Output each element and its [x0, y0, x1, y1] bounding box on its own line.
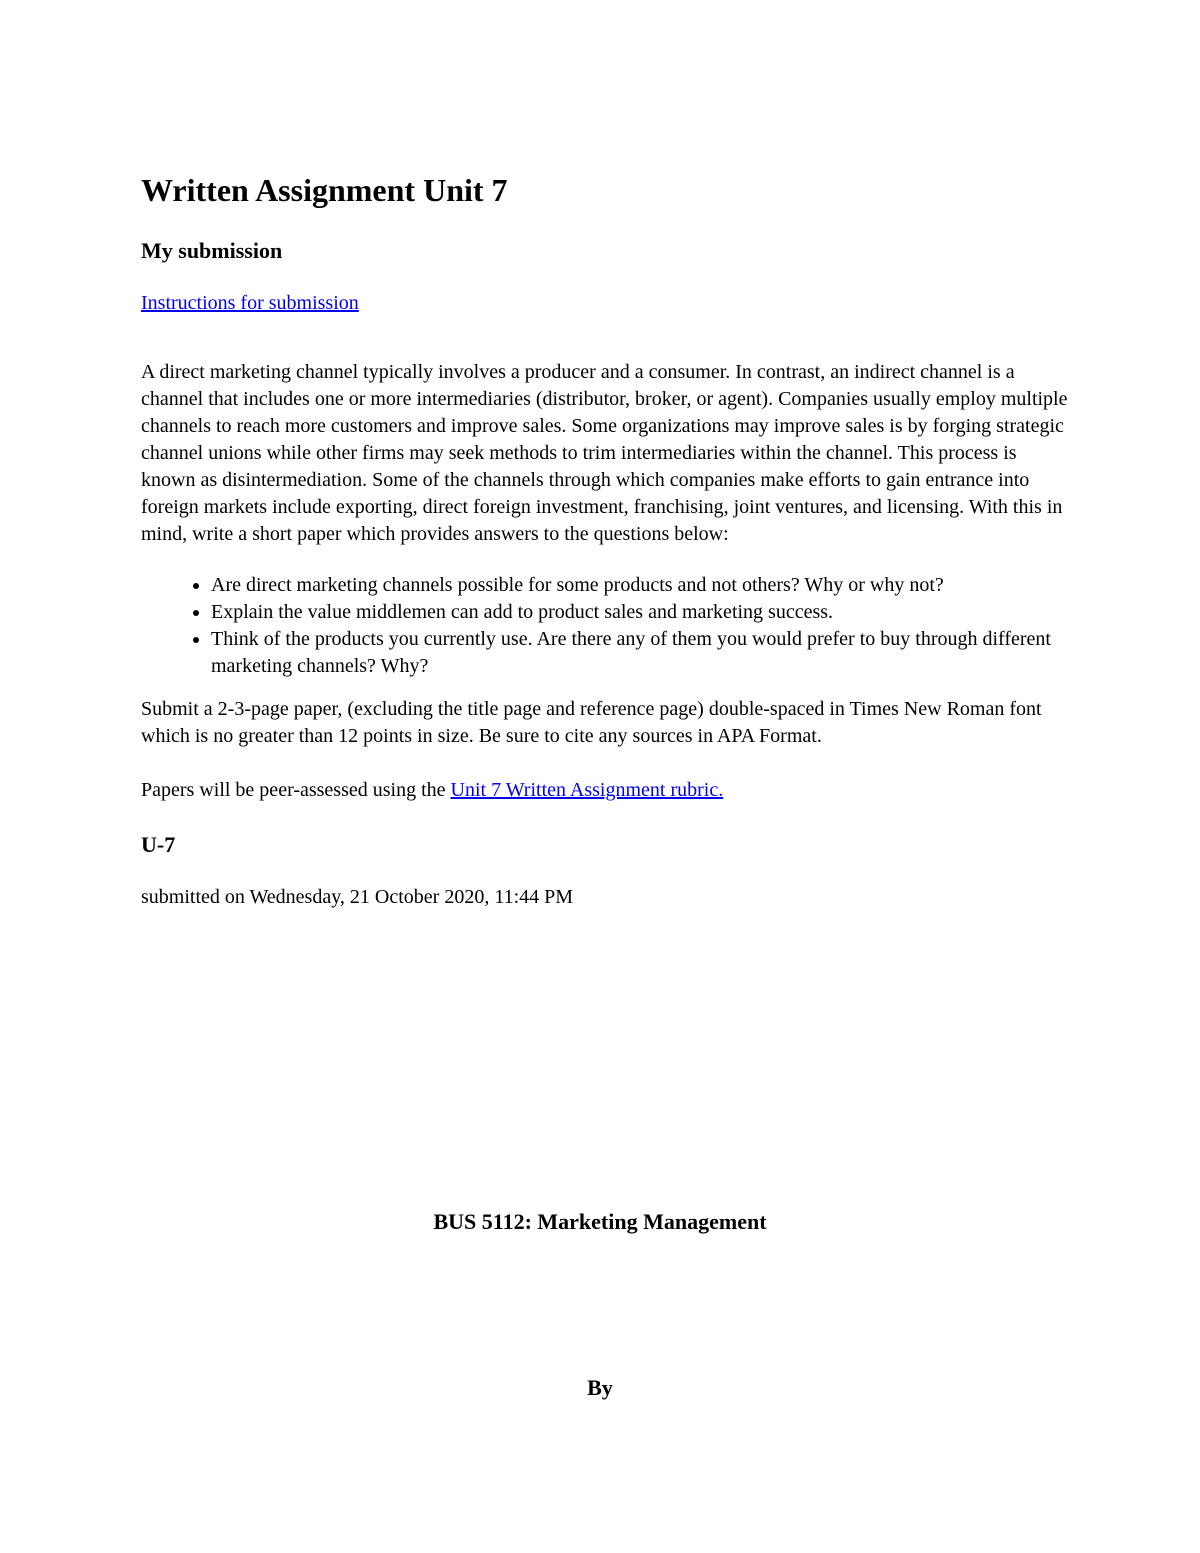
- author-by-label: By: [587, 1375, 613, 1400]
- page-title: Written Assignment Unit 7: [141, 172, 508, 208]
- unit-code-heading: U-7: [141, 832, 176, 857]
- questions-list: [141, 572, 1071, 680]
- instructions-link[interactable]: Instructions for submission: [141, 292, 359, 314]
- rubric-link[interactable]: Unit 7 Written Assignment rubric.: [450, 779, 724, 801]
- instructions-link-paragraph: [141, 290, 1071, 317]
- rubric-paragraph: [141, 777, 1071, 804]
- submission-timestamp: submitted on Wednesday, 21 October 2020, 11:44 PM: [141, 886, 574, 908]
- rubric-text: Papers will be peer-assessed using the: [141, 779, 451, 801]
- submission-heading: My submission: [141, 238, 283, 263]
- course-title: BUS 5112: Marketing Management: [433, 1209, 767, 1234]
- question-item: • Are direct marketing channels possible for some products and not others? Why or why not?: [211, 572, 1071, 599]
- question-item: • Explain the value middlemen can add to product sales and marketing success.: [211, 599, 1071, 626]
- submit-requirements-paragraph: Submit a 2-3-page paper, (excluding the title page and reference page) double-spaced in Times New Roman font which is no greater than 12 points in size. Be sure to cite any sources in APA Format.: [141, 698, 1042, 747]
- question-item: • Think of the products you currently use. Are there any of them you would prefer to buy through different marketing channels? Why?: [211, 626, 1071, 680]
- intro-paragraph: A direct marketing channel typically involves a producer and a consumer. In contrast, an indirect channel is a channel that includes one or more intermediaries (distributor, broker, or agent). Companies usually employ multiple channels to reach more customers and improve sales. Some organizations may improve sales is by forging strategic channel unions while other firms may seek methods to trim intermediaries within the channel. This process is known as disintermediation. Some of the channels through which companies make efforts to gain entrance into foreign markets include exporting, direct foreign investment, franchising, joint ventures, and licensing. With this in mind, write a short paper which provides answers to the questions below:: [141, 361, 1068, 545]
- document-content: [141, 168, 1071, 911]
